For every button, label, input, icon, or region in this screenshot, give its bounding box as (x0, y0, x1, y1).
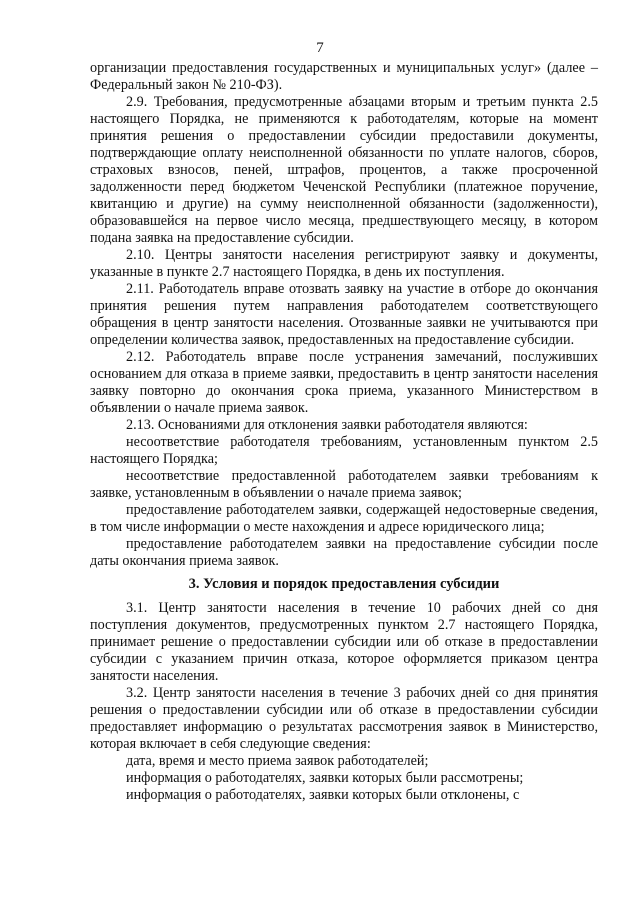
paragraph: информация о работодателях, заявки которых были отклонены, с (126, 787, 520, 803)
paragraph: 2.13. Основаниями для отклонения заявки работодателя являются: (126, 417, 528, 433)
paragraph: несоответствие работодателя требованиям, установленным пунктом 2.5 настоящего Порядка; (90, 434, 598, 467)
paragraph: 3.2. Центр занятости населения в течение 3 рабочих дней со дня принятия решения о предоставлении субсидии или об отказе в предоставлении субсидии предоставляет информацию о результатах рассмотрения заявок в Министерство, которая включает в себя следующие сведения: (90, 685, 598, 752)
paragraph: 2.10. Центры занятости населения регистрируют заявку и документы, указанные в пункте 2.7 настоящего Порядка, в день их поступления. (90, 247, 598, 280)
paragraph: несоответствие предоставленной работодателем заявки требованиям к заявке, установленным в объявлении о начале приема заявок; (90, 468, 598, 501)
paragraph: предоставление работодателем заявки на предоставление субсидии после даты окончания приема заявок. (90, 536, 598, 569)
section-heading: 3. Условия и порядок предоставления субсидии (188, 576, 500, 592)
paragraph: 2.11. Работодатель вправе отозвать заявку на участие в отборе до окончания принятия решения путем направления работодателем соответствующего обращения в центр занятости населения. Отозванные заявки не учитываются при определении количества заявок, предоставленных на предоставление субсидии. (90, 281, 598, 348)
paragraph: информация о работодателях, заявки которых были рассмотрены; (126, 770, 524, 786)
paragraph: 2.12. Работодатель вправе после устранения замечаний, послуживших основанием для отказа в приеме заявки, предоставить в центр занятости населения заявку повторно до окончания срока приема, указанного Министерством в объявлении о начале приема заявок. (90, 349, 598, 416)
paragraph: предоставление работодателем заявки, содержащей недостоверные сведения, в том числе информации о месте нахождения и адресе юридического лица; (90, 502, 598, 535)
paragraphs-after-section (90, 600, 598, 804)
paragraph: 3.1. Центр занятости населения в течение 10 рабочих дней со дня поступления документов, предусмотренных пунктом 2.7 настоящего Порядка, принимает решение о предоставлении субсидии или об отказе в предоставлении субсидии с указанием причин отказа, которое оформляется приказом центра занятости населения. (90, 600, 598, 684)
page-number: 7 (316, 40, 324, 56)
paragraphs-before-section (90, 60, 598, 570)
document-body (90, 60, 598, 804)
paragraph: дата, время и место приема заявок работодателей; (126, 753, 429, 769)
paragraph: 2.9. Требования, предусмотренные абзацами вторым и третьим пункта 2.5 настоящего Порядка, не применяются к работодателям, которые на момент принятия решения о предоставлении субсидии предоставили документы, подтверждающие оплату неисполненной обязанности по уплате налогов, сборов, страховых взносов, пеней, штрафов, процентов, а также просроченной задолженности перед бюджетом Чеченской Республики (платежное поручение, квитанцию и другие) на сумму неисполненной обязанности (задолженности), образовавшейся на первое число месяца, предшествующего месяцу, в котором подана заявка на предоставление субсидии. (90, 94, 598, 246)
paragraph: организации предоставления государственных и муниципальных услуг» (далее – Федеральный закон № 210-ФЗ). (90, 60, 598, 93)
